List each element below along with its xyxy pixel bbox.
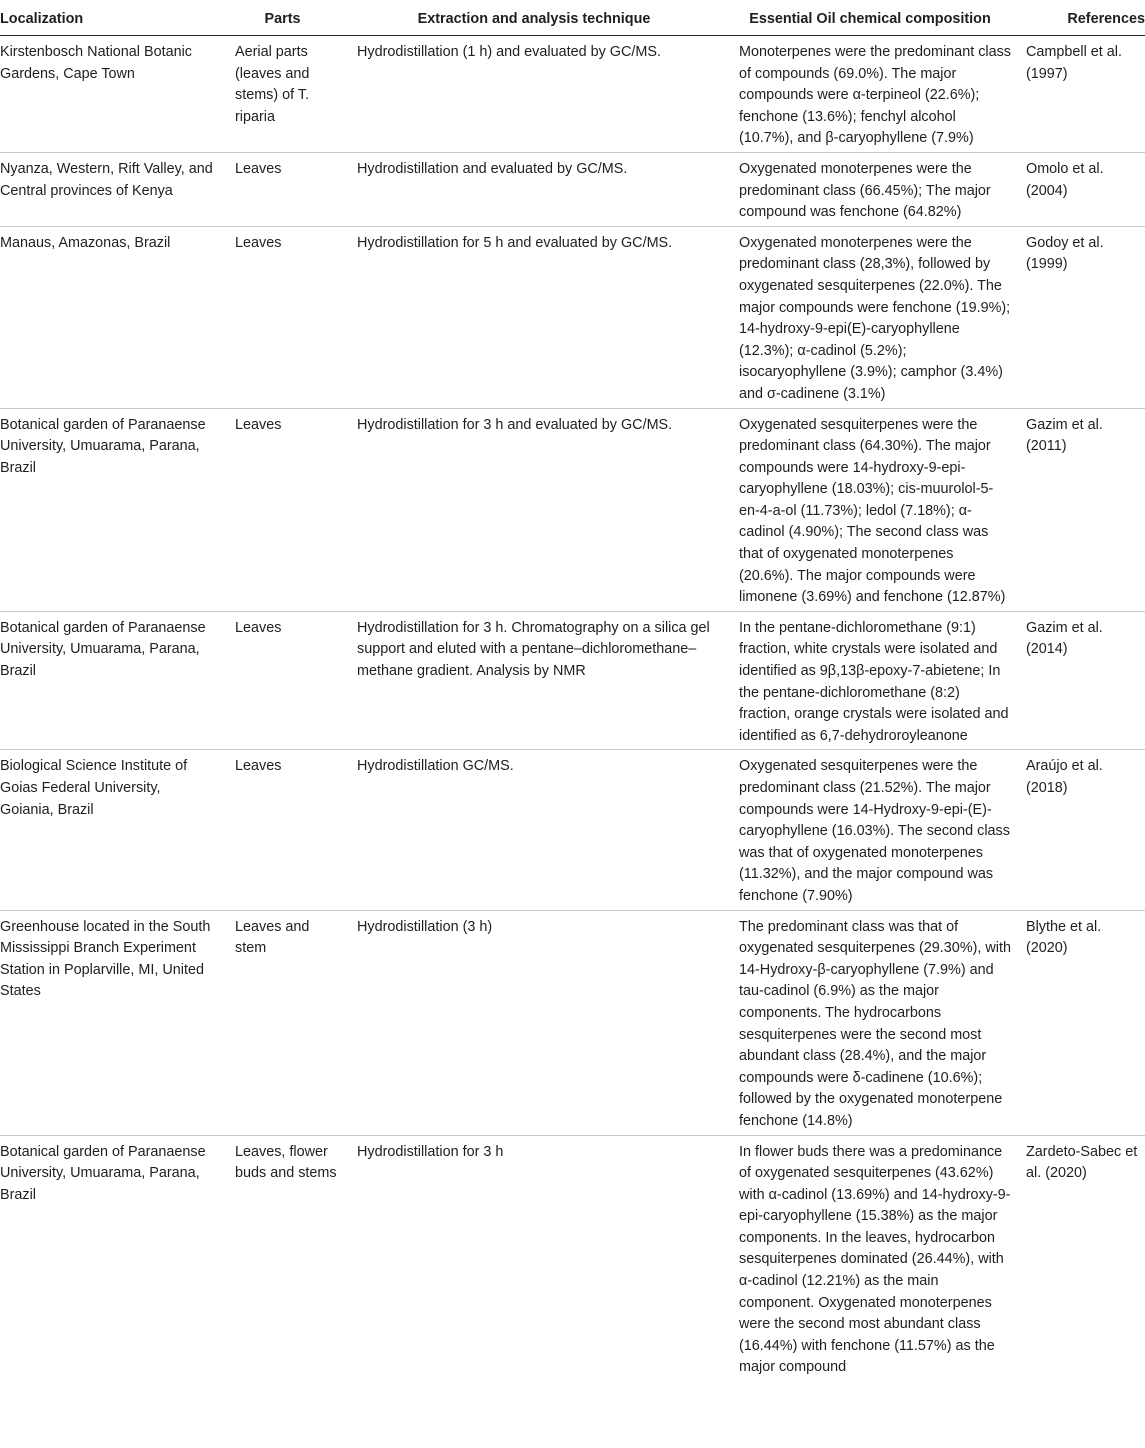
cell-composition: Monoterpenes were the predominant class of compounds (69.0%). The major compounds were α-terpineol (22.6%); fenchone (13.6%); fenchyl alcohol (10.7%), and β-caryophyllene (7.9%) <box>725 36 1019 153</box>
cell-technique: Hydrodistillation for 3 h. Chromatography on a silica gel support and eluted with a pentane–dichloromethane–methane gradient. Analysis by NMR <box>347 611 725 750</box>
cell-parts: Leaves, flower buds and stems <box>235 1143 337 1182</box>
table-row <box>0 226 1145 408</box>
cell-technique: Hydrodistillation GC/MS. <box>347 750 725 910</box>
table-row <box>0 408 1145 611</box>
cell-parts: Leaves <box>222 152 347 226</box>
cell-composition: Oxygenated monoterpenes were the predominant class (28,3%), followed by oxygenated sesquiterpenes (22.0%). The major compounds were fenchone (19.9%); 14-hydroxy-9-epi(E)-caryophyllene (12.3%); α-cadinol (5.2%); isocaryophyllene (3.9%); camphor (3.4%) and σ-cadinene (3.1%) <box>725 226 1019 408</box>
header-localization: Localization <box>0 0 222 36</box>
table-row <box>0 750 1145 910</box>
cell-localization: Botanical garden of Paranaense University, Umuarama, Parana, Brazil <box>0 408 222 611</box>
cell-technique: Hydrodistillation and evaluated by GC/MS. <box>347 152 725 226</box>
table-row <box>0 611 1145 750</box>
header-technique: Extraction and analysis technique <box>347 0 725 36</box>
cell-reference: Campbell et al. (1997) <box>1019 36 1145 153</box>
table-row <box>0 910 1145 1135</box>
cell-technique: Hydrodistillation (1 h) and evaluated by GC/MS. <box>347 36 725 153</box>
cell-composition: In flower buds there was a predominance of oxygenated sesquiterpenes (43.62%) with α-cadinol (13.69%) and 14-hydroxy-9-epi-caryophyllene (15.38%) as the major components. In the leaves, hydrocarbon sesquiterpenes dominated (26.44%), with α-cadinol (12.21%) as the main component. Oxygenated monoterpenes were the second most abundant class (16.44%) with fenchone (11.57%) as the major compound <box>739 1143 1011 1376</box>
cell-composition: Oxygenated monoterpenes were the predominant class (66.45%); The major compound was fenchone (64.82%) <box>725 152 1019 226</box>
cell-localization: Nyanza, Western, Rift Valley, and Central provinces of Kenya <box>0 152 222 226</box>
cell-parts: Leaves <box>222 750 347 910</box>
cell-parts: Aerial parts (leaves and stems) of T. riparia <box>222 36 347 153</box>
cell-parts: Leaves <box>222 408 347 611</box>
cell-reference: Zardeto-Sabec et al. (2020) <box>1026 1143 1138 1182</box>
cell-reference: Gazim et al. (2011) <box>1019 408 1145 611</box>
header-references: References <box>1019 0 1145 36</box>
cell-reference: Omolo et al. (2004) <box>1019 152 1145 226</box>
cell-localization: Botanical garden of Paranaense University, Umuarama, Parana, Brazil <box>0 1143 206 1203</box>
cell-parts: Leaves <box>222 226 347 408</box>
table-header <box>0 0 1145 36</box>
cell-reference: Araújo et al. (2018) <box>1019 750 1145 910</box>
cell-reference: Blythe et al. (2020) <box>1019 910 1145 1135</box>
cell-reference: Godoy et al. (1999) <box>1019 226 1145 408</box>
cell-localization: Botanical garden of Paranaense University, Umuarama, Parana, Brazil <box>0 611 222 750</box>
cell-composition: The predominant class was that of oxygenated sesquiterpenes (29.30%), with 14-Hydroxy-β-caryophyllene (7.9%) and tau-cadinol (6.9%) as the major components. The hydrocarbons sesquiterpenes were the second most abundant class (28.4%), and the major compounds were δ-cadinene (10.6%); followed by the oxygenated monoterpene fenchone (14.8%) <box>725 910 1019 1135</box>
cell-reference: Gazim et al. (2014) <box>1019 611 1145 750</box>
table-body <box>0 36 1145 1382</box>
table-row <box>0 152 1145 226</box>
cell-technique: Hydrodistillation for 5 h and evaluated by GC/MS. <box>347 226 725 408</box>
table-row <box>0 1135 1145 1381</box>
cell-technique: Hydrodistillation for 3 h and evaluated by GC/MS. <box>347 408 725 611</box>
header-row <box>0 0 1145 36</box>
cell-technique: Hydrodistillation (3 h) <box>347 910 725 1135</box>
cell-localization: Kirstenbosch National Botanic Gardens, Cape Town <box>0 36 222 153</box>
cell-localization: Biological Science Institute of Goias Federal University, Goiania, Brazil <box>0 750 222 910</box>
cell-technique: Hydrodistillation for 3 h <box>357 1143 504 1160</box>
cell-composition: In the pentane-dichloromethane (9:1) fraction, white crystals were isolated and identified as 9β,13β-epoxy-7-abietene; In the pentane-dichloromethane (8:2) fraction, orange crystals were isolated and identified as 6,7-dehydroroyleanone <box>725 611 1019 750</box>
cell-composition: Oxygenated sesquiterpenes were the predominant class (21.52%). The major compounds were 14-Hydroxy-9-epi-(E)-caryophyllene (16.03%). The second class was that of oxygenated monoterpenes (11.32%), and the major compound was fenchone (7.90%) <box>725 750 1019 910</box>
cell-parts: Leaves and stem <box>222 910 347 1135</box>
cell-localization: Greenhouse located in the South Mississippi Branch Experiment Station in Poplarville, MI, United States <box>0 910 222 1135</box>
header-parts: Parts <box>222 0 347 36</box>
cell-parts: Leaves <box>222 611 347 750</box>
cell-composition: Oxygenated sesquiterpenes were the predominant class (64.30%). The major compounds were 14-hydroxy-9-epi-caryophyllene (18.03%); cis-muurolol-5-en-4-a-ol (11.73%); ledol (7.18%); α-cadinol (4.90%); The second class was that of oxygenated monoterpenes (20.6%). The major compounds were limonene (3.69%) and fenchone (12.87%) <box>725 408 1019 611</box>
header-composition: Essential Oil chemical composition <box>725 0 1019 36</box>
cell-localization: Manaus, Amazonas, Brazil <box>0 226 222 408</box>
table-row <box>0 36 1145 153</box>
